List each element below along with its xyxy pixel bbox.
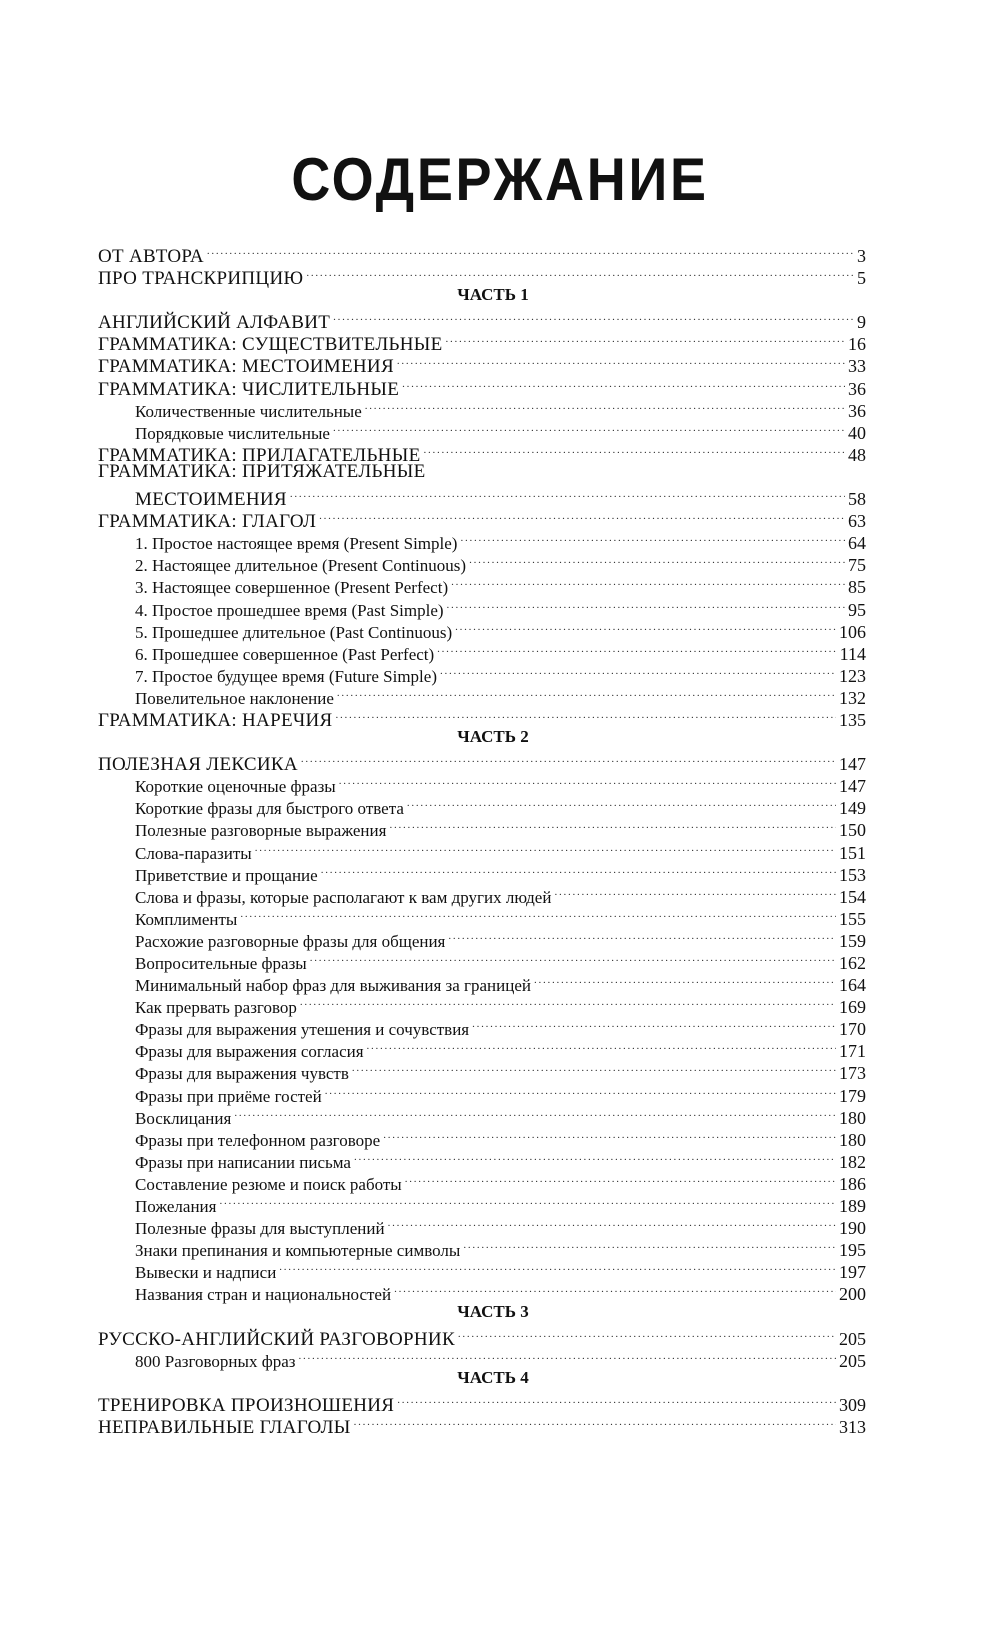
toc-dot-leader [300, 991, 836, 1013]
toc-page-number: 5 [857, 268, 866, 289]
toc-dot-leader [451, 571, 845, 593]
toc-entry-label: МЕСТОИМЕНИЯ [135, 489, 287, 511]
toc-entry-label: 3. Настоящее совершенное (Present Perfect) [135, 578, 449, 598]
toc-entry [98, 483, 866, 511]
toc-entry-label: Комплименты [135, 909, 238, 929]
toc-dot-leader [279, 1256, 836, 1278]
toc-page-number: 159 [839, 930, 866, 951]
toc-entry-label: 7. Простое будущее время (Future Simple) [135, 666, 437, 686]
toc-entry-label: ГРАММАТИКА: МЕСТОИМЕНИЯ [98, 356, 394, 378]
toc-entry-label: 2. Настоящее длительное (Present Continuous) [135, 556, 467, 576]
toc-page-number: 64 [848, 533, 866, 554]
toc-page-number: 36 [848, 400, 866, 421]
toc-page-number: 173 [839, 1063, 866, 1084]
toc-page-number: 155 [839, 908, 866, 929]
toc-entry-label: ГРАММАТИКА: ПРИТЯЖАТЕЛЬНЫЕ [98, 460, 426, 482]
toc-page-number: 75 [848, 555, 866, 576]
toc-page-number: 151 [839, 842, 866, 863]
toc-part-heading: ЧАСТЬ 2 [457, 727, 529, 747]
toc-entry-label: Фразы при написании письма [135, 1152, 351, 1172]
toc-page-number: 33 [848, 356, 866, 377]
toc-entry-label: ГРАММАТИКА: ЧИСЛИТЕЛЬНЫЕ [98, 378, 400, 400]
toc-entry [98, 240, 866, 267]
toc-page-number: 114 [839, 643, 866, 664]
toc-dot-leader [365, 395, 845, 417]
toc-page-number: 180 [839, 1129, 866, 1150]
toc-entry-label: Полезные разговорные выражения [135, 821, 387, 841]
toc-entry-label: ГРАММАТИКА: ПРИЛАГАТЕЛЬНЫЕ [98, 444, 421, 466]
toc-entry-label: ОТ АВТОРА [98, 246, 204, 267]
toc-dot-leader [397, 350, 845, 372]
toc-dot-leader [388, 1212, 836, 1234]
toc-dot-leader [458, 1323, 836, 1345]
toc-page-number: 123 [839, 665, 866, 686]
toc-page-number: 309 [839, 1394, 866, 1415]
toc-dot-leader [460, 527, 845, 549]
toc-page-number: 58 [848, 489, 866, 510]
toc-dot-leader [354, 1146, 836, 1168]
toc-page-number: 179 [839, 1085, 866, 1106]
toc-part-heading: ЧАСТЬ 1 [457, 285, 529, 305]
toc-dot-leader [319, 505, 845, 527]
toc-entry-label: 800 Разговорных фраз [135, 1351, 296, 1371]
toc-entry-label: 4. Простое прошедшее время (Past Simple) [135, 600, 444, 620]
toc-entry-label: Количественные числительные [135, 401, 362, 421]
toc-entry-label: Повелительное наклонение [135, 688, 334, 708]
toc-entry-label: Фразы для выражения чувств [135, 1064, 349, 1084]
toc-page-number: 36 [848, 378, 866, 399]
toc-dot-leader [310, 947, 836, 969]
toc-page-number: 9 [857, 312, 866, 333]
toc-dot-leader [337, 682, 836, 704]
toc-dot-leader [472, 1013, 836, 1035]
toc-entry-label: НЕПРАВИЛЬНЫЕ ГЛАГОЛЫ [98, 1416, 351, 1438]
toc-dot-leader [423, 439, 845, 461]
toc-dot-leader [290, 483, 845, 505]
toc-entry-label: ГРАММАТИКА: ГЛАГОЛ [98, 511, 317, 533]
toc-dot-leader [446, 328, 845, 350]
toc-entry-label: ГРАММАТИКА: НАРЕЧИЯ [98, 709, 333, 731]
toc-page-number: 313 [839, 1416, 866, 1437]
toc-entry-label: Фразы для выражения утешения и сочувствия [135, 1020, 470, 1040]
toc-page-number: 147 [839, 754, 866, 775]
toc-dot-leader [440, 660, 836, 682]
toc-dot-leader [455, 616, 836, 638]
toc-page-number: 200 [839, 1284, 866, 1305]
toc-dot-leader [402, 373, 845, 395]
toc-entry-label: ГРАММАТИКА: СУЩЕСТВИТЕЛЬНЫЕ [98, 334, 443, 356]
toc-entry-label: Полезные фразы для выступлений [135, 1219, 385, 1239]
toc-dot-leader [234, 1102, 836, 1124]
toc-page-number: 63 [848, 511, 866, 532]
toc-dot-leader [325, 1080, 836, 1102]
toc-entry-label: Вопросительные фразы [135, 954, 307, 973]
toc-entry-label: Фразы при телефонном разговоре [135, 1130, 381, 1150]
toc-page-number: 197 [839, 1262, 866, 1283]
toc-page-number: 186 [839, 1173, 866, 1194]
toc-page-number: 150 [839, 820, 866, 841]
toc-entry-label: Пожелания [135, 1197, 217, 1217]
toc-page-number: 147 [839, 776, 866, 797]
toc-entry-label: Слова и фразы, которые располагают к вам других людей [135, 887, 552, 907]
toc-page-number: 170 [839, 1019, 866, 1040]
toc-page-number: 153 [839, 864, 866, 885]
toc-entry-label: Короткие фразы для быстрого ответа [135, 799, 404, 819]
toc-dot-leader [333, 417, 845, 439]
toc-dot-leader [240, 903, 836, 925]
toc-entry-label: РУССКО-АНГЛИЙСКИЙ РАЗГОВОРНИК [98, 1328, 455, 1350]
toc-entry [98, 1323, 866, 1350]
table-of-contents [98, 240, 866, 1438]
toc-dot-leader [447, 594, 845, 616]
toc-entry-label: Расхожие разговорные фразы для общения [135, 931, 446, 951]
page-title: СОДЕРЖАНИЕ [291, 146, 709, 213]
toc-page-number: 135 [839, 709, 866, 730]
toc-page-number: 132 [839, 687, 866, 708]
toc-page-number: 195 [839, 1240, 866, 1261]
toc-page-number: 95 [848, 599, 866, 620]
toc-dot-leader [354, 1411, 836, 1433]
toc-dot-leader [298, 1345, 836, 1367]
toc-page-number: 180 [839, 1107, 866, 1128]
toc-entry [98, 262, 866, 290]
toc-page-number: 162 [839, 953, 866, 973]
toc-dot-leader [301, 748, 836, 770]
toc-entry-label: Короткие оценочные фразы [135, 777, 336, 797]
toc-dot-leader [554, 881, 836, 903]
toc-dot-leader [394, 1278, 836, 1300]
toc-page-number: 190 [839, 1218, 866, 1239]
toc-entry-label: 1. Простое настоящее время (Present Simple) [135, 534, 458, 554]
toc-part-heading: ЧАСТЬ 4 [457, 1367, 529, 1387]
toc-page-number: 40 [848, 422, 866, 443]
toc-page-number: 154 [839, 886, 866, 907]
toc-dot-leader [437, 638, 836, 660]
toc-entry-label: Названия стран и национальностей [135, 1285, 392, 1305]
toc-entry-label: АНГЛИЙСКИЙ АЛФАВИТ [98, 312, 331, 334]
toc-dot-leader [397, 1389, 836, 1411]
toc-page-number: 205 [839, 1350, 866, 1371]
toc-dot-leader [405, 1168, 836, 1190]
toc-entry-label: Фразы для выражения согласия [135, 1042, 364, 1062]
toc-dot-leader [389, 814, 836, 836]
toc-entry [98, 748, 866, 776]
toc-entry-label: Слова-паразиты [135, 843, 252, 863]
toc-dot-leader [367, 1035, 836, 1057]
toc-dot-leader [407, 792, 836, 814]
toc-dot-leader [448, 925, 836, 947]
toc-entry-label: Минимальный набор фраз для выживания за границей [135, 976, 531, 996]
toc-dot-leader [463, 1234, 836, 1256]
toc-entry-label: Вывески и надписи [135, 1263, 277, 1283]
toc-page-number: 171 [839, 1041, 866, 1062]
toc-entry-label: ТРЕНИРОВКА ПРОИЗНОШЕНИЯ [98, 1394, 395, 1416]
toc-page-number: 3 [857, 246, 866, 266]
toc-page-number: 16 [848, 334, 866, 355]
toc-dot-leader [383, 1124, 836, 1146]
toc-page-number: 169 [839, 997, 866, 1018]
toc-page-number: 149 [839, 798, 866, 819]
toc-entry-label: Порядковые числительные [135, 423, 330, 443]
toc-dot-leader [306, 262, 854, 284]
toc-entry-label: ПОЛЕЗНАЯ ЛЕКСИКА [98, 754, 298, 776]
toc-dot-leader [219, 1190, 836, 1212]
toc-page-number: 48 [848, 444, 866, 465]
toc-entry-label: Как прервать разговор [135, 998, 297, 1018]
toc-entry-label: Восклицания [135, 1108, 232, 1128]
toc-entry-label: Знаки препинания и компьютерные символы [135, 1241, 461, 1261]
toc-page-number: 164 [839, 975, 866, 996]
toc-dot-leader [339, 770, 836, 792]
toc-entry-label: 5. Прошедшее длительное (Past Continuous) [135, 622, 453, 642]
toc-page-number: 85 [848, 577, 866, 598]
toc-entry-label: Фразы при приёме гостей [135, 1086, 322, 1106]
toc-dot-leader [534, 969, 836, 991]
toc-page-number: 205 [839, 1328, 866, 1349]
toc-dot-leader [469, 549, 845, 571]
toc-entry [98, 1389, 866, 1416]
toc-dot-leader [333, 306, 854, 328]
toc-dot-leader [207, 240, 854, 262]
toc-dot-leader [321, 859, 836, 881]
toc-page-number: 189 [839, 1196, 866, 1217]
toc-entry-label: ПРО ТРАНСКРИПЦИЮ [98, 268, 304, 290]
toc-entry [98, 306, 866, 334]
toc-entry [98, 461, 866, 483]
toc-page-number: 182 [839, 1151, 866, 1172]
toc-dot-leader [336, 704, 837, 726]
toc-entry-label: Составление резюме и поиск работы [135, 1174, 402, 1194]
toc-entry-label: 6. Прошедшее совершенное (Past Perfect) [135, 644, 435, 664]
toc-part-heading: ЧАСТЬ 3 [457, 1301, 529, 1321]
toc-dot-leader [352, 1057, 836, 1079]
toc-page-number: 106 [839, 621, 866, 642]
toc-dot-leader [255, 837, 836, 859]
toc-entry-label: Приветствие и прощание [135, 865, 318, 885]
